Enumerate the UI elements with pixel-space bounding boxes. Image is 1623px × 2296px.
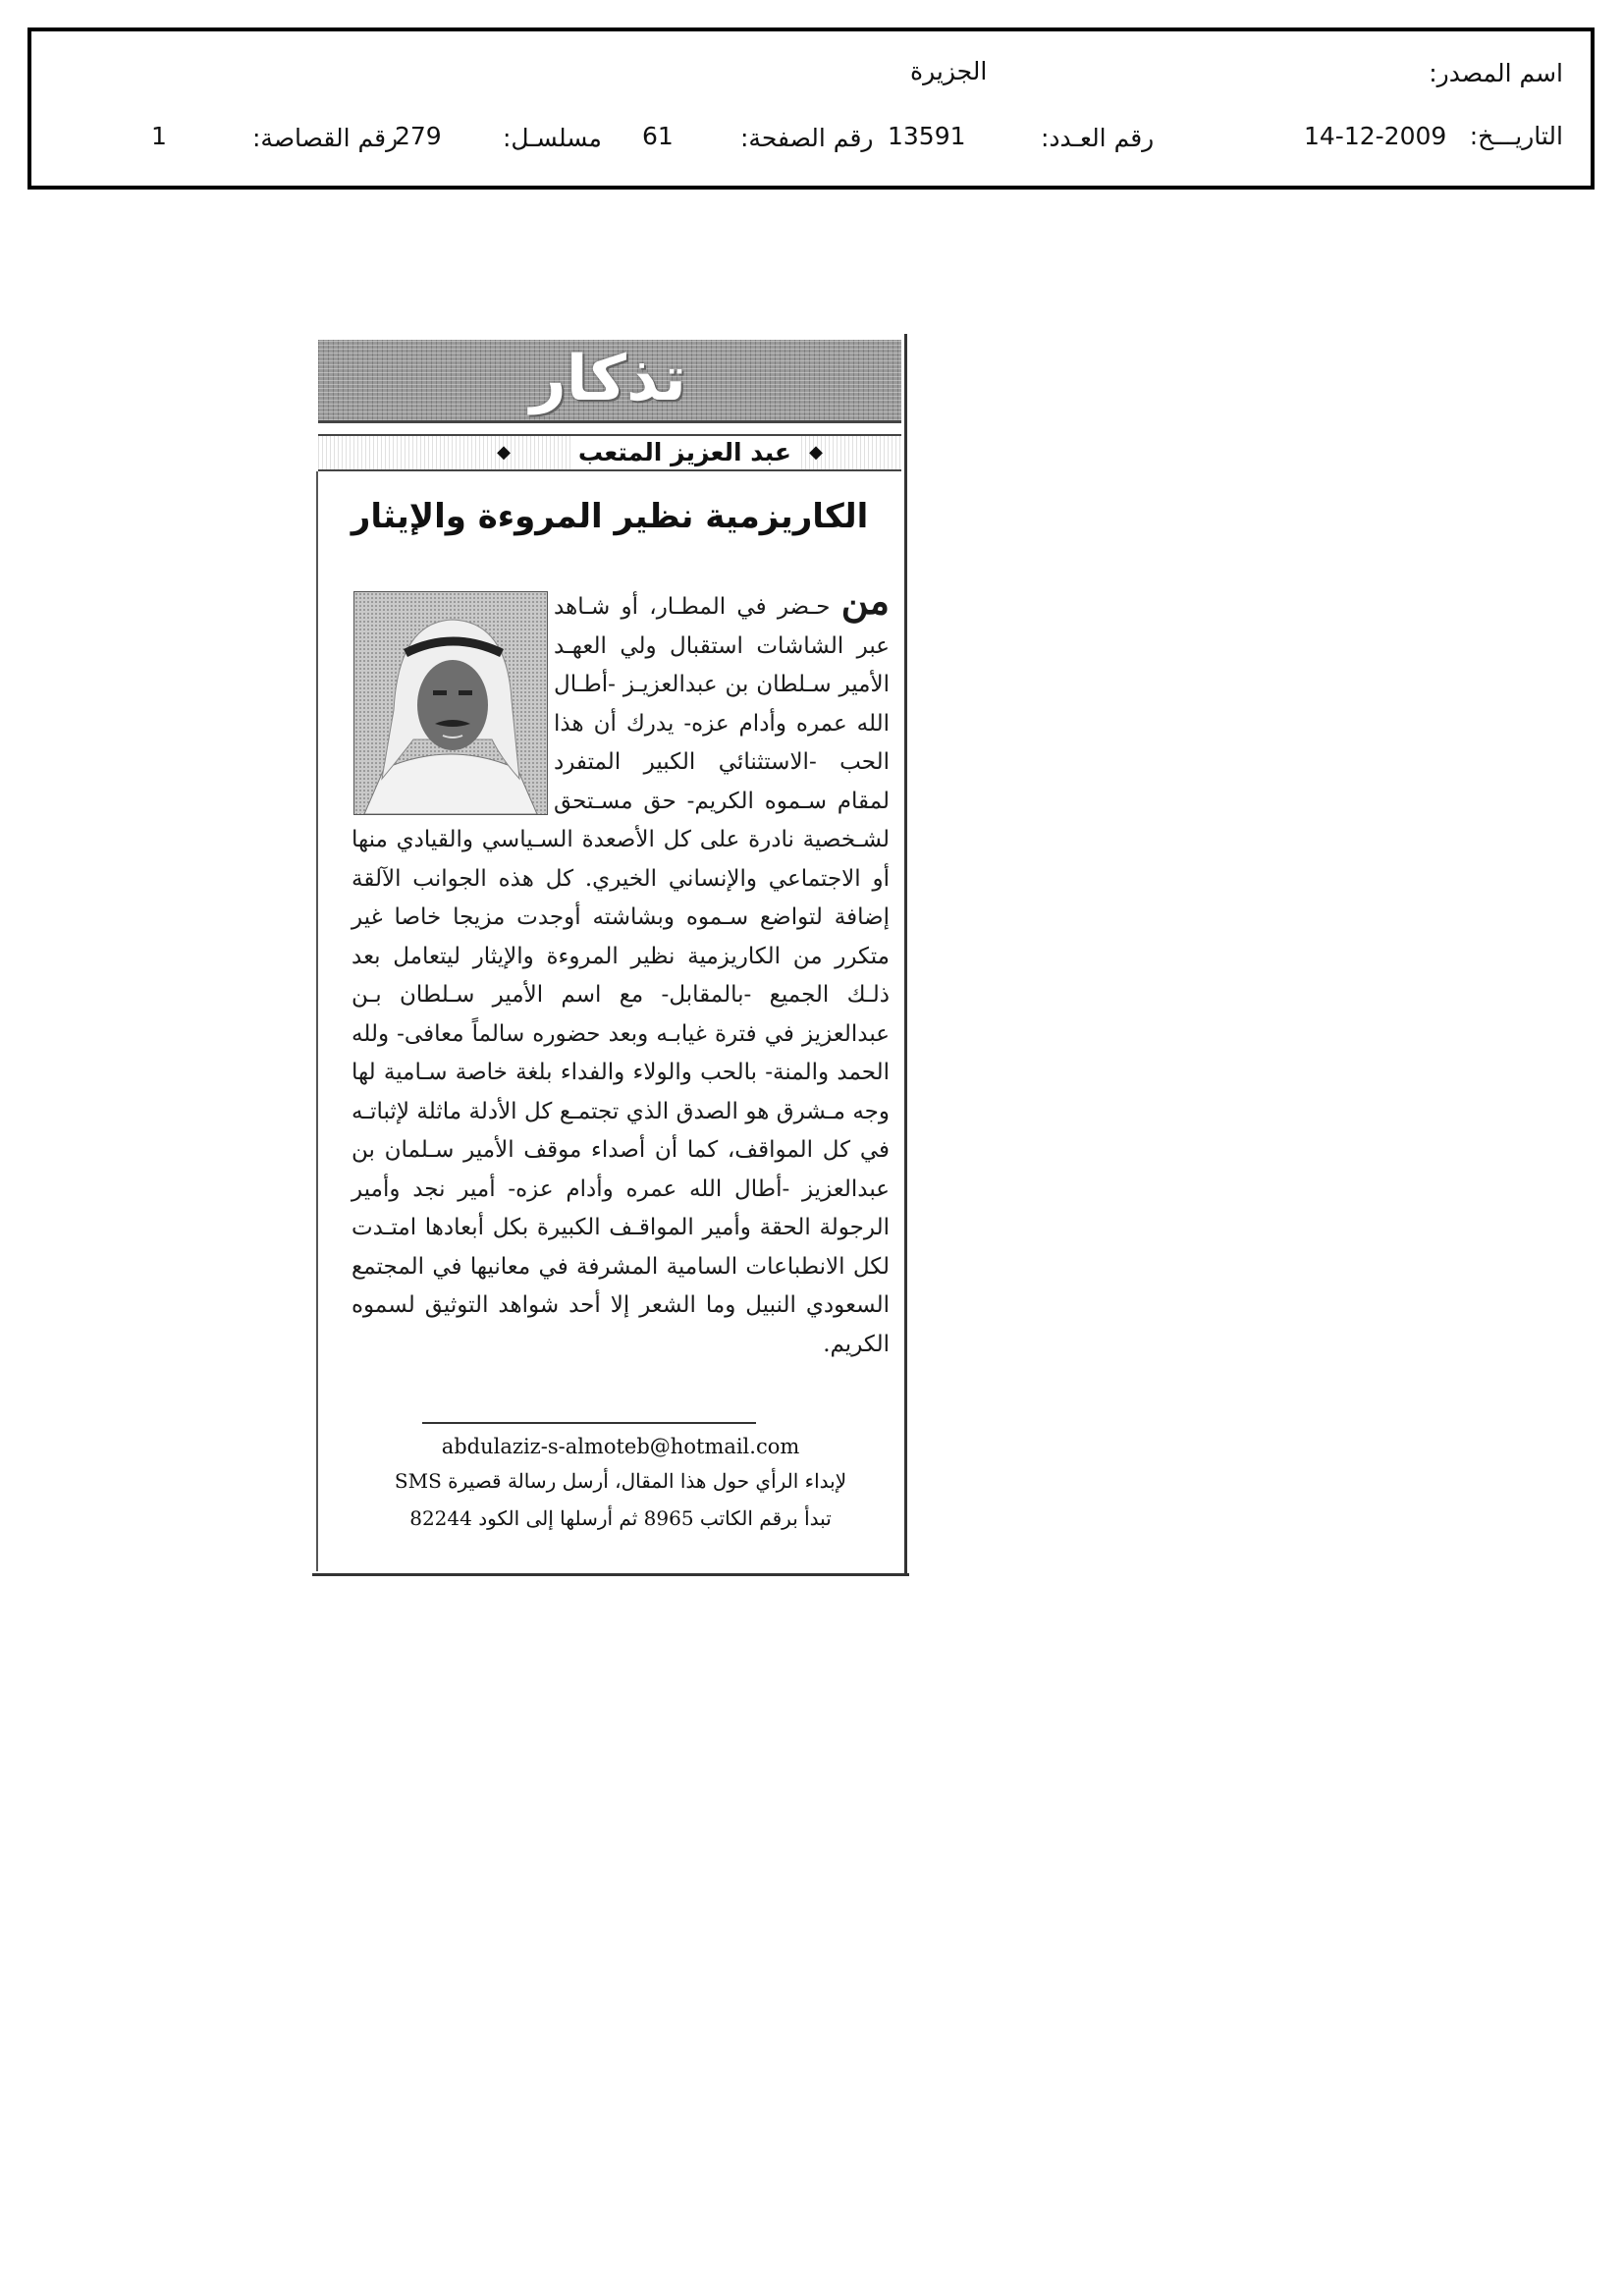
page-value: 61 [642, 122, 674, 150]
article-body-text: حـضر في المطـار، أو شـاهد عبر الشاشات استقبال ولي العهـد الأمير سـلطان بن عبدالعزيـز -أطـال الله عمره وأدام عزه- يدرك أن هذا الحب -الاستثنائي الكبير المتفرد لمقام سـموه الكريم- حق مسـتحق لشـخصية نادرة على كل الأصعدة السـياسي والقيادي منها أو الاجتماعي والإنساني الخيري. كل هذه الجوانب الآلقة إضافة لتواضع سـموه وبشاشته أوجدت مزيجا خاصا غير متكرر من الكاريزمية نظير المروءة والإيثار ليتعامل بعد ذلـك الجميع -بالمقابل- مع اسم الأمير سـلطان بـن عبدالعزيز في فترة غيابـه وبعد حضوره سالماً معافى- ولله الحمد والمنة- بالحب والولاء والفداء بلغة خاصة سـامية لها وجه مـشرق هو الصدق الذي تجتمـع كل الأدلة ماثلة لإثباتـه في كل المواقف، كما أن أصداء موقف الأمير سـلمان بن عبدالعزيز -أطال الله عمره وأدام عزه- أمير نجد وأمير الرجولة الحقة وأمير المواقـف الكبيرة بكل أبعادها امتـدت لكل الانطباعات السامية المشرفة في معانيها في المجتمع السعودي النبيل وما الشعر إلا أحد شواهد التوثيق لسموه الكريم. [352, 594, 890, 1357]
clipping-metadata-box [27, 27, 1595, 190]
footer-divider [422, 1422, 756, 1424]
serial-label: مسلسـل: [503, 124, 602, 152]
clipping-border-bottom [312, 1573, 909, 1576]
date-value: 14-12-2009 [1304, 122, 1447, 150]
column-banner [318, 340, 901, 423]
article-body [352, 578, 890, 1364]
author-email: abdulaziz-s-almoteb@hotmail.com [441, 1435, 800, 1458]
source-label: اسم المصدر: [1429, 59, 1563, 87]
byline-strip [318, 434, 901, 471]
date-label: التاريـــخ: [1469, 122, 1563, 150]
article-title: الكاريزمية نظير المروءة والإيثار [351, 497, 869, 536]
page-label: رقم الصفحة: [740, 124, 874, 152]
serial-value: 279 [395, 122, 442, 150]
diamond-icon: ◆ [497, 442, 511, 463]
issue-value: 13591 [888, 122, 966, 150]
newspaper-clipping [312, 334, 909, 1579]
clip-number-label: رقم القصاصة: [252, 124, 399, 152]
sms-instructions-line-2: تبدأ برقم الكاتب 8965 ثم أرسلها إلى الكود 82244 [409, 1506, 832, 1530]
author-name: عبد العزيز المتعب [577, 438, 791, 466]
photo-wrap-spacer [352, 581, 554, 815]
clipping-border-right [904, 334, 907, 1573]
sms-instructions-line-1: لإبداء الرأي حول هذا المقال، أرسل رسالة قصيرة SMS [394, 1469, 847, 1493]
column-name: تذكار [529, 343, 686, 415]
author-byline [570, 436, 799, 469]
diamond-icon: ◆ [809, 442, 823, 463]
clip-number-value: 1 [151, 122, 167, 150]
source-value: الجزيرة [910, 57, 988, 85]
clipping-border-left [316, 471, 318, 1571]
issue-label: رقم العـدد: [1041, 124, 1155, 152]
article-lead-word: من [840, 578, 890, 623]
